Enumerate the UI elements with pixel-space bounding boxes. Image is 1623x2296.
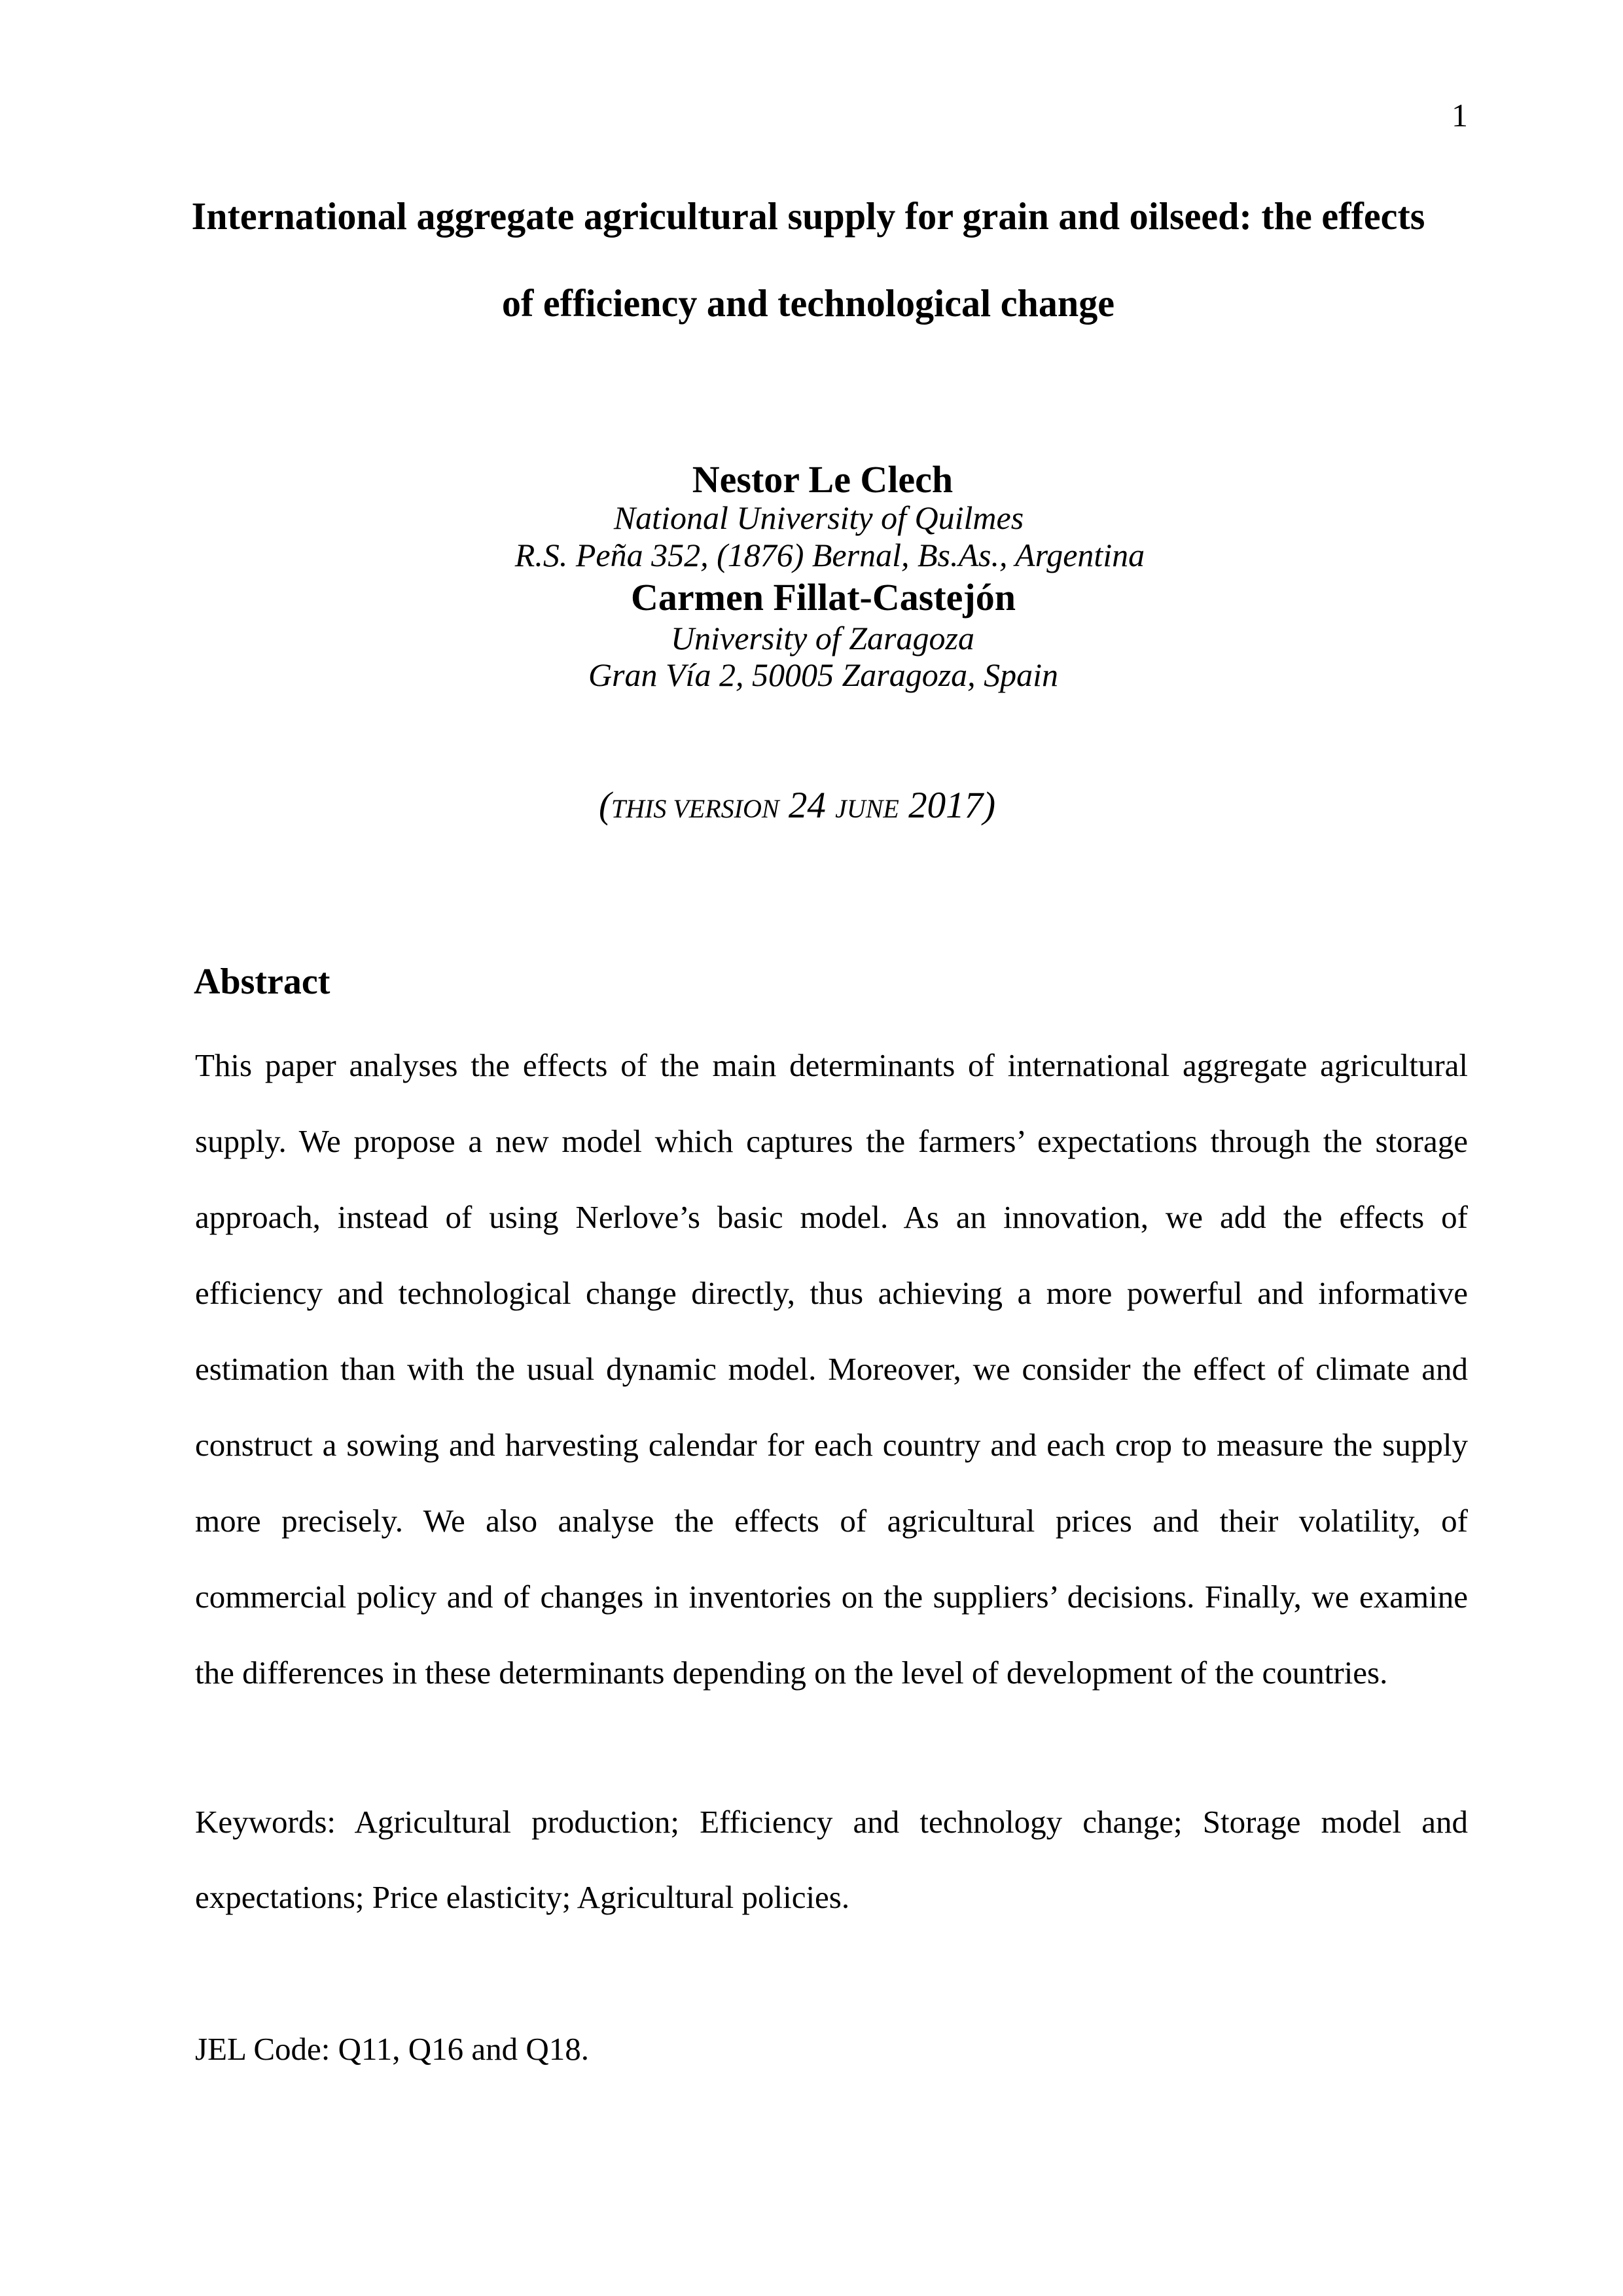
jel-code: JEL Code: Q11, Q16 and Q18. bbox=[195, 2031, 589, 2067]
abstract-line: more precisely. We also analyse the effects of agricultural prices and their volatility, of bbox=[195, 1503, 1468, 1539]
author-affiliation: National University of Quilmes bbox=[613, 499, 1024, 536]
version-year: 2017 bbox=[908, 785, 984, 826]
author-address: Gran Vía 2, 50005 Zaragoza, Spain bbox=[588, 656, 1059, 693]
author-affiliation: University of Zaragoza bbox=[671, 620, 974, 656]
paper-title-line-2: of efficiency and technological change bbox=[501, 281, 1115, 325]
abstract-line: commercial policy and of changes in inventories on the suppliers’ decisions. Finally, we examine bbox=[195, 1579, 1468, 1615]
page-number: 1 bbox=[1452, 97, 1468, 134]
version-close-paren: ) bbox=[983, 785, 996, 826]
version-label: THIS VERSION bbox=[611, 794, 779, 823]
author-address: R.S. Peña 352, (1876) Bernal, Bs.As., Argentina bbox=[514, 537, 1145, 573]
version-month: JUNE bbox=[835, 794, 899, 823]
version-open-paren: ( bbox=[598, 785, 611, 826]
abstract-line: estimation than with the usual dynamic model. Moreover, we consider the effect of climate and bbox=[195, 1351, 1468, 1387]
paper-title-line-1: International aggregate agricultural supply for grain and oilseed: the effects bbox=[191, 194, 1425, 238]
version-day: 24 bbox=[788, 785, 826, 826]
keywords-line: Keywords: Agricultural production; Efficiency and technology change; Storage model and bbox=[195, 1804, 1468, 1840]
abstract-line: approach, instead of using Nerlove’s basic model. As an innovation, we add the effects of bbox=[195, 1199, 1468, 1235]
abstract-line: construct a sowing and harvesting calendar for each country and each crop to measure the supply bbox=[195, 1427, 1468, 1463]
abstract-heading: Abstract bbox=[194, 961, 330, 1002]
abstract-line: efficiency and technological change directly, thus achieving a more powerful and informative bbox=[195, 1275, 1468, 1311]
abstract-line: This paper analyses the effects of the main determinants of international aggregate agricultural bbox=[195, 1047, 1468, 1083]
author-name: Nestor Le Clech bbox=[692, 458, 954, 501]
keywords-line: expectations; Price elasticity; Agricultural policies. bbox=[195, 1879, 850, 1915]
author-name: Carmen Fillat-Castejón bbox=[631, 576, 1016, 619]
abstract-line: supply. We propose a new model which captures the farmers’ expectations through the storage bbox=[195, 1123, 1468, 1159]
abstract-line: the differences in these determinants depending on the level of development of the countries. bbox=[195, 1655, 1388, 1691]
version-date bbox=[0, 787, 1594, 824]
